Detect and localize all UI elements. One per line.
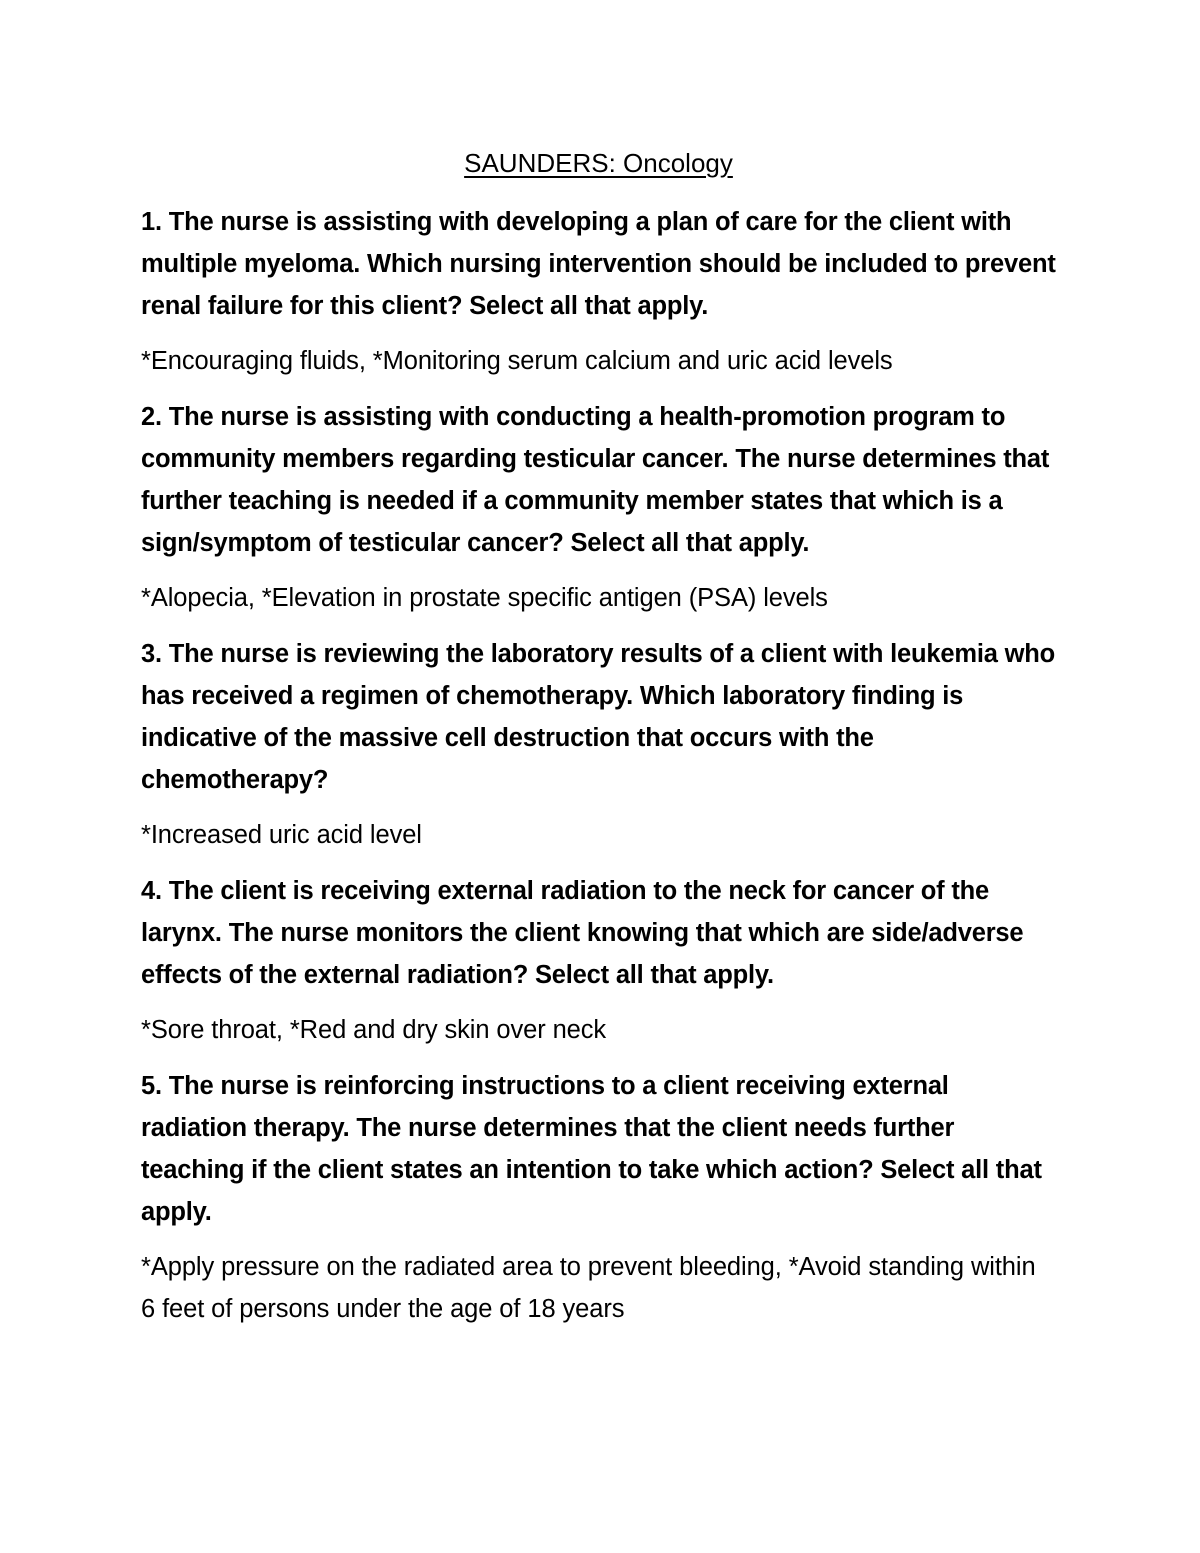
- question-1: 1. The nurse is assisting with developing a plan of care for the client with multiple myeloma. Which nursing intervention should be included to prevent renal failure for this client? Select all that apply.: [141, 208, 1056, 320]
- qa-item-3: [141, 633, 1056, 856]
- answer-4: *Sore throat, *Red and dry skin over neck: [141, 1016, 607, 1044]
- answer-5: *Apply pressure on the radiated area to prevent bleeding, *Avoid standing within 6 feet of persons under the age of 18 years: [141, 1253, 1036, 1323]
- question-2: 2. The nurse is assisting with conducting a health-promotion program to community members regarding testicular cancer. The nurse determines that further teaching is needed if a community member states that which is a sign/symptom of testicular cancer? Select all that apply.: [141, 403, 1050, 557]
- qa-item-1: [141, 201, 1056, 382]
- question-5: 5. The nurse is reinforcing instructions to a client receiving external radiation therapy. The nurse determines that the client needs further teaching if the client states an intention to take which action? Select all that apply.: [141, 1072, 1042, 1226]
- qa-item-5: [141, 1065, 1056, 1330]
- question-3: 3. The nurse is reviewing the laboratory results of a client with leukemia who has received a regimen of chemotherapy. Which laboratory finding is indicative of the massive cell destruction that occurs with the chemotherapy?: [141, 640, 1055, 794]
- document-title: SAUNDERS: Oncology: [464, 148, 733, 178]
- answer-1: *Encouraging fluids, *Monitoring serum calcium and uric acid levels: [141, 347, 893, 375]
- document-content: [141, 145, 1056, 1344]
- question-4: 4. The client is receiving external radiation to the neck for cancer of the larynx. The nurse monitors the client knowing that which are side/adverse effects of the external radiation? Select all that apply.: [141, 877, 1024, 989]
- answer-2: *Alopecia, *Elevation in prostate specific antigen (PSA) levels: [141, 584, 828, 612]
- answer-3: *Increased uric acid level: [141, 821, 422, 849]
- qa-item-4: [141, 870, 1056, 1051]
- qa-item-2: [141, 396, 1056, 619]
